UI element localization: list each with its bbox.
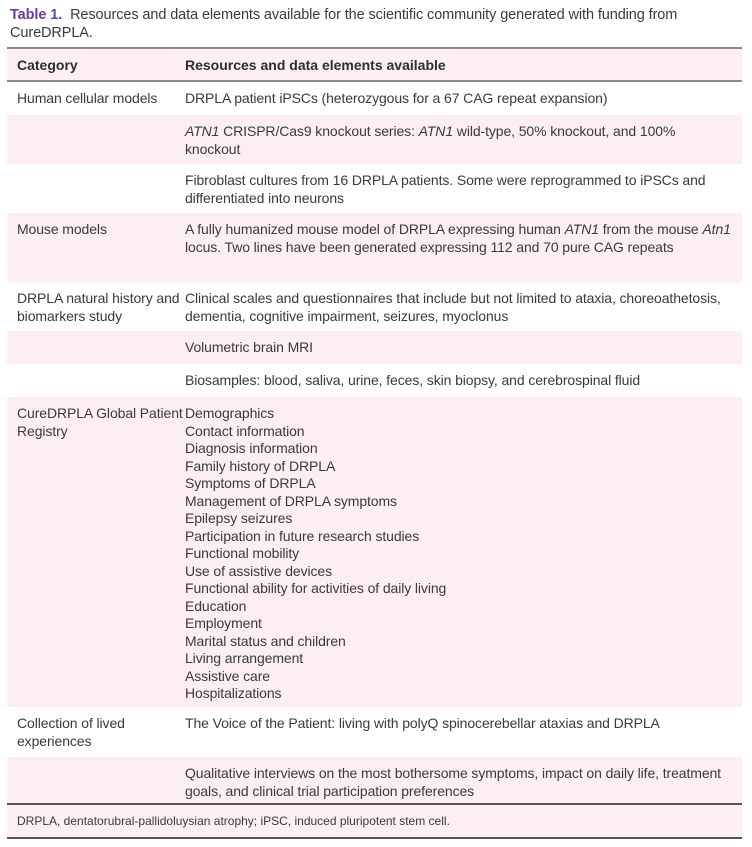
- table-caption-text: Resources and data elements available for the scientific community generated with funding from CureDRPLA.: [10, 7, 678, 41]
- gene-name: ATN1: [418, 123, 454, 139]
- table-header-row: [7, 47, 742, 82]
- table-row: [7, 364, 742, 397]
- row-category: [7, 164, 185, 213]
- row-resource: [185, 213, 742, 282]
- row-resource: Fibroblast cultures from 16 DRPLA patients. Some were reprogrammed to iPSCs and differentiated into neurons: [185, 172, 706, 206]
- row-category: Collection of lived experiences: [17, 715, 125, 749]
- table-row: [7, 282, 742, 331]
- row-category: [7, 757, 185, 803]
- row-resource: DRPLA patient iPSCs (heterozygous for a 67 CAG repeat expansion): [185, 90, 608, 106]
- list-item: Employment: [185, 615, 262, 631]
- text-span: wild-type, 50% knockout, and 100% knockout: [185, 123, 676, 157]
- gene-name: ATN1: [185, 123, 220, 139]
- list-item: Functional ability for activities of daily living: [185, 580, 447, 596]
- row-resource: Qualitative interviews on the most bothersome symptoms, impact on daily life, treatment goals, and clinical trial participation preferences: [185, 765, 721, 799]
- list-item: Family history of DRPLA: [185, 457, 336, 474]
- table-row: [7, 707, 742, 757]
- row-category: [7, 331, 185, 364]
- list-item: Participation in future research studies: [185, 527, 420, 544]
- table-caption: [10, 6, 742, 42]
- row-resource: The Voice of the Patient: living with polyQ spinocerebellar ataxias and DRPLA: [185, 715, 660, 731]
- list-item: Education: [185, 597, 247, 614]
- table-row: [7, 164, 742, 213]
- row-resource: Volumetric brain MRI: [185, 339, 313, 355]
- list-item: Demographics: [185, 405, 275, 421]
- table-row: [7, 757, 742, 803]
- text-span: from the mouse: [598, 221, 703, 237]
- gene-name: Atn1: [702, 221, 731, 237]
- text-span: A fully humanized mouse model of DRPLA expressing human: [185, 221, 565, 237]
- list-item: Hospitalizations: [185, 685, 282, 701]
- table-footnote: DRPLA, dentatorubral-pallidoluysian atrophy; iPSC, induced pluripotent stem cell.: [7, 803, 742, 839]
- list-item: Assistive care: [185, 667, 270, 684]
- header-category: Category: [17, 56, 78, 73]
- resources-table: [7, 47, 742, 839]
- row-category: DRPLA natural history and biomarkers study: [17, 290, 180, 324]
- table-row: [7, 213, 742, 282]
- row-category: [7, 364, 185, 397]
- list-item: Functional mobility: [185, 545, 300, 561]
- list-item: Marital status and children: [185, 632, 346, 649]
- list-item: Epilepsy seizures: [185, 510, 293, 526]
- row-category: Mouse models: [17, 221, 107, 237]
- table-row: [7, 397, 742, 707]
- list-item: Use of assistive devices: [185, 562, 332, 579]
- table-row: [7, 331, 742, 364]
- table-label: Table 1.: [10, 7, 63, 23]
- list-item: Management of DRPLA symptoms: [185, 492, 397, 509]
- row-category: Human cellular models: [17, 90, 158, 106]
- list-item: Diagnosis information: [185, 440, 318, 456]
- list-item: Symptoms of DRPLA: [185, 475, 316, 491]
- row-resource: Biosamples: blood, saliva, urine, feces, skin biopsy, and cerebrospinal fluid: [185, 372, 641, 388]
- row-resource: Clinical scales and questionnaires that include but not limited to ataxia, choreoathetosis, dementia, cognitive impairment, seizures, myoclonus: [185, 290, 721, 324]
- gene-name: ATN1: [564, 221, 599, 237]
- header-resources: Resources and data elements available: [185, 56, 446, 73]
- list-item: Living arrangement: [185, 650, 304, 666]
- row-resource: [185, 115, 742, 164]
- row-category: CureDRPLA Global Patient Registry: [17, 405, 183, 439]
- registry-list: [185, 397, 742, 707]
- table-row: [7, 115, 742, 164]
- text-span: locus. Two lines have been generated expressing 112 and 70 pure CAG repeats: [185, 238, 674, 255]
- table-row: [7, 82, 742, 115]
- list-item: Contact information: [185, 422, 305, 439]
- row-category: [7, 115, 185, 164]
- text-span: CRISPR/Cas9 knockout series:: [219, 123, 419, 139]
